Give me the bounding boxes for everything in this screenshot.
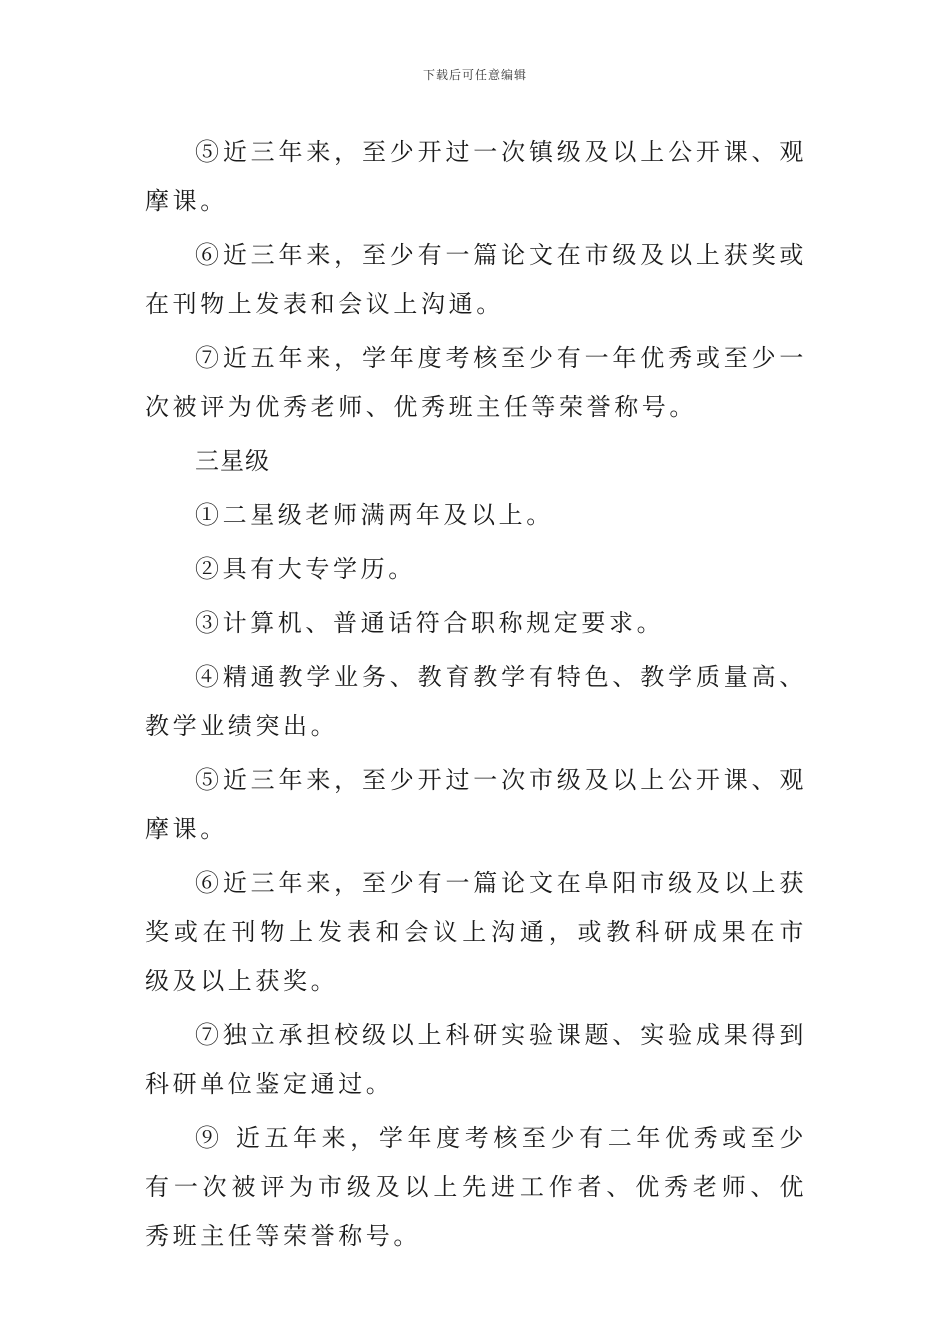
paragraph-item-5-town-open-class: ⑤近三年来，至少开过一次镇级及以上公开课、观摩课。 bbox=[145, 138, 807, 215]
paragraph-item-5-city-open-class: ⑤近三年来，至少开过一次市级及以上公开课、观摩课。 bbox=[145, 766, 807, 843]
paragraph-item-4-teaching-excellence: ④精通教学业务、教育教学有特色、教学质量高、教学业绩突出。 bbox=[145, 663, 807, 740]
page-header: 下载后可任意编辑 bbox=[422, 68, 527, 82]
paragraph-item-3-computer-mandarin: ③计算机、普通话符合职称规定要求。 bbox=[195, 609, 665, 637]
paragraph-item-6-paper-fuyang: ⑥近三年来，至少有一篇论文在阜阳市级及以上获奖或在刊物上发表和会议上沟通，或教科研成果在市级及以上获奖。 bbox=[145, 869, 807, 995]
paragraph-item-2-education: ②具有大专学历。 bbox=[195, 555, 416, 583]
paragraph-item-6-paper-city: ⑥近三年来，至少有一篇论文在市级及以上获奖或在刊物上发表和会议上沟通。 bbox=[145, 241, 807, 318]
paragraph-item-1-two-star-years: ①二星级老师满两年及以上。 bbox=[195, 501, 554, 529]
paragraph-item-7-research-project: ⑦独立承担校级以上科研实验课题、实验成果得到科研单位鉴定通过。 bbox=[145, 1021, 807, 1098]
paragraph-item-7-five-year-review: ⑦近五年来，学年度考核至少有一年优秀或至少一次被评为优秀老师、优秀班主任等荣誉称号。 bbox=[145, 344, 807, 421]
section-heading-three-star: 三星级 bbox=[195, 447, 270, 475]
paragraph-item-9-honors: ⑨ 近五年来，学年度考核至少有二年优秀或至少有一次被评为市级及以上先进工作者、优秀老师、优秀班主任等荣誉称号。 bbox=[145, 1124, 807, 1250]
document-body bbox=[145, 128, 807, 1266]
